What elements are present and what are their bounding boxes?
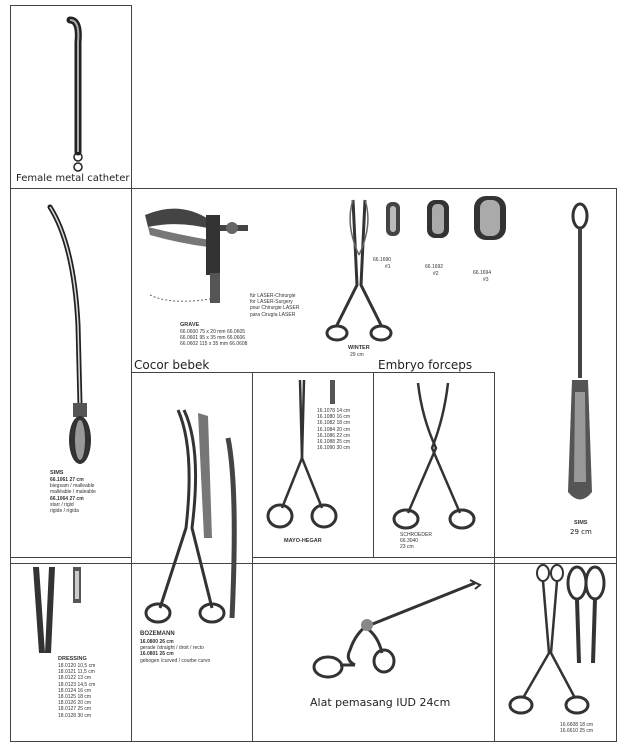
winter-tip-1-illustration bbox=[383, 200, 403, 245]
mayo-row: 16.1086 22 cm bbox=[317, 432, 351, 439]
dressing-row: 18.0123 14,5 cm bbox=[58, 681, 96, 688]
winter-name: WINTER bbox=[348, 345, 370, 351]
mayo-hegar-illustration bbox=[262, 378, 352, 538]
dressing-row: 18.0121 11,5 cm bbox=[58, 669, 95, 676]
sims-line: 66.1064 27 cm bbox=[50, 495, 84, 502]
dressing-row: 18.0127 25 cm bbox=[58, 706, 92, 713]
iud-inserter-illustration bbox=[310, 575, 485, 685]
winter-tip-3-illustration bbox=[472, 194, 508, 249]
mayo-table bbox=[317, 408, 377, 451]
winter-code: 66.1690 bbox=[373, 257, 392, 264]
sims-curette-name: SIMS bbox=[574, 520, 588, 526]
mayo-row: 16.1084 20 cm bbox=[317, 426, 351, 433]
bozemann-line: 16.0801 26 cm bbox=[140, 651, 174, 658]
sims-sound-illustration bbox=[40, 205, 100, 475]
bozemann-line: 16.0800 26 cm bbox=[140, 639, 174, 645]
winter-code: 66.1692 bbox=[425, 263, 444, 270]
winter-size: 29 cm bbox=[350, 352, 364, 358]
sims-curette-illustration bbox=[560, 202, 600, 512]
sims-curette-size: 29 cm bbox=[570, 528, 592, 536]
sims-line: biegsam / malleable bbox=[50, 483, 95, 490]
bozemann-details bbox=[140, 639, 250, 664]
sims-line: starr / rigid bbox=[50, 501, 74, 508]
speculum-row: 66.0600 75 x 20 mm 66.0605 bbox=[180, 329, 246, 335]
bozemann-forceps-illustration bbox=[140, 408, 250, 628]
speculum-note-line: for LASER-Surgery bbox=[250, 299, 293, 306]
dressing-row: 18.0120 10,5 cm bbox=[58, 663, 96, 669]
mayo-row: 16.1090 30 cm bbox=[317, 445, 351, 452]
schroeder-name: SCHROEDER bbox=[400, 532, 432, 538]
dressing-row: 18.0128 30 cm bbox=[58, 712, 92, 719]
sims-name: SIMS bbox=[50, 470, 64, 476]
dressing-row: 18.0124 16 cm bbox=[58, 687, 92, 694]
mayo-row: 16.1078 14 cm bbox=[317, 408, 351, 414]
dressing-name: DRESSING bbox=[58, 656, 87, 662]
winter-tip: #3 bbox=[483, 276, 489, 283]
winter-tip: #2 bbox=[433, 270, 439, 277]
dressing-forceps-illustration bbox=[25, 565, 95, 660]
sims-details bbox=[50, 477, 130, 514]
graves-speculum-illustration bbox=[140, 195, 260, 310]
mayo-row: 16.1080 16 cm bbox=[317, 414, 351, 421]
speculum-caption: Cocor bebek bbox=[134, 358, 210, 372]
sponge-row: 16.6608 18 cm bbox=[560, 722, 594, 728]
speculum-note-line: pour Chirurgie LASER bbox=[250, 305, 300, 312]
dressing-row: 18.0122 13 cm bbox=[58, 675, 92, 682]
speculum-name: GRAVE bbox=[180, 322, 200, 328]
winter-tip-2-illustration bbox=[425, 198, 451, 246]
sims-line: 66.1061 27 cm bbox=[50, 477, 84, 483]
speculum-table bbox=[180, 329, 270, 348]
bozemann-line: gerade /straight / droit / recto bbox=[140, 645, 204, 652]
dressing-table bbox=[58, 663, 128, 719]
schroeder-code: 66.3040 bbox=[400, 538, 419, 544]
dressing-row: 18.0125 18 cm bbox=[58, 694, 92, 701]
speculum-row: 66.0601 95 x 35 mm 66.0606 bbox=[180, 335, 246, 342]
dressing-row: 18.0126 20 cm bbox=[58, 700, 92, 707]
speculum-note-line: für LASER-Chirurgie bbox=[250, 293, 296, 299]
speculum-note-line: para Cirugía LASER bbox=[250, 311, 296, 318]
iud-caption: Alat pemasang IUD 24cm bbox=[310, 696, 451, 709]
mayo-row: 16.1082 18 cm bbox=[317, 420, 351, 427]
sims-line: rigide / rígida bbox=[50, 508, 79, 515]
sponge-forceps-illustration bbox=[505, 563, 615, 723]
bozemann-name: BOZEMANN bbox=[140, 631, 175, 637]
winter-code: 66.1694 bbox=[473, 269, 492, 276]
winter-tip: #1 bbox=[385, 264, 391, 271]
speculum-note bbox=[250, 293, 320, 318]
mayo-name: MAYO-HEGAR bbox=[284, 538, 322, 544]
catheter-caption: Female metal catheter bbox=[16, 173, 130, 184]
sims-line: malléable / maleable bbox=[50, 489, 96, 496]
schroeder-forceps-illustration bbox=[388, 378, 488, 538]
winter-tips bbox=[385, 258, 525, 283]
sponge-table bbox=[560, 722, 620, 734]
schroeder-size: 23 cm bbox=[400, 544, 414, 550]
speculum-row: 66.0602 115 x 35 mm 66.0608 bbox=[180, 341, 248, 348]
sponge-row: 16.6610 25 cm bbox=[560, 728, 594, 735]
bozemann-line: gebogen /curved / courbe curvo bbox=[140, 657, 211, 664]
winter-caption: Embryo forceps bbox=[378, 358, 473, 372]
mayo-row: 16.1088 25 cm bbox=[317, 439, 351, 446]
female-catheter-illustration bbox=[60, 12, 100, 172]
